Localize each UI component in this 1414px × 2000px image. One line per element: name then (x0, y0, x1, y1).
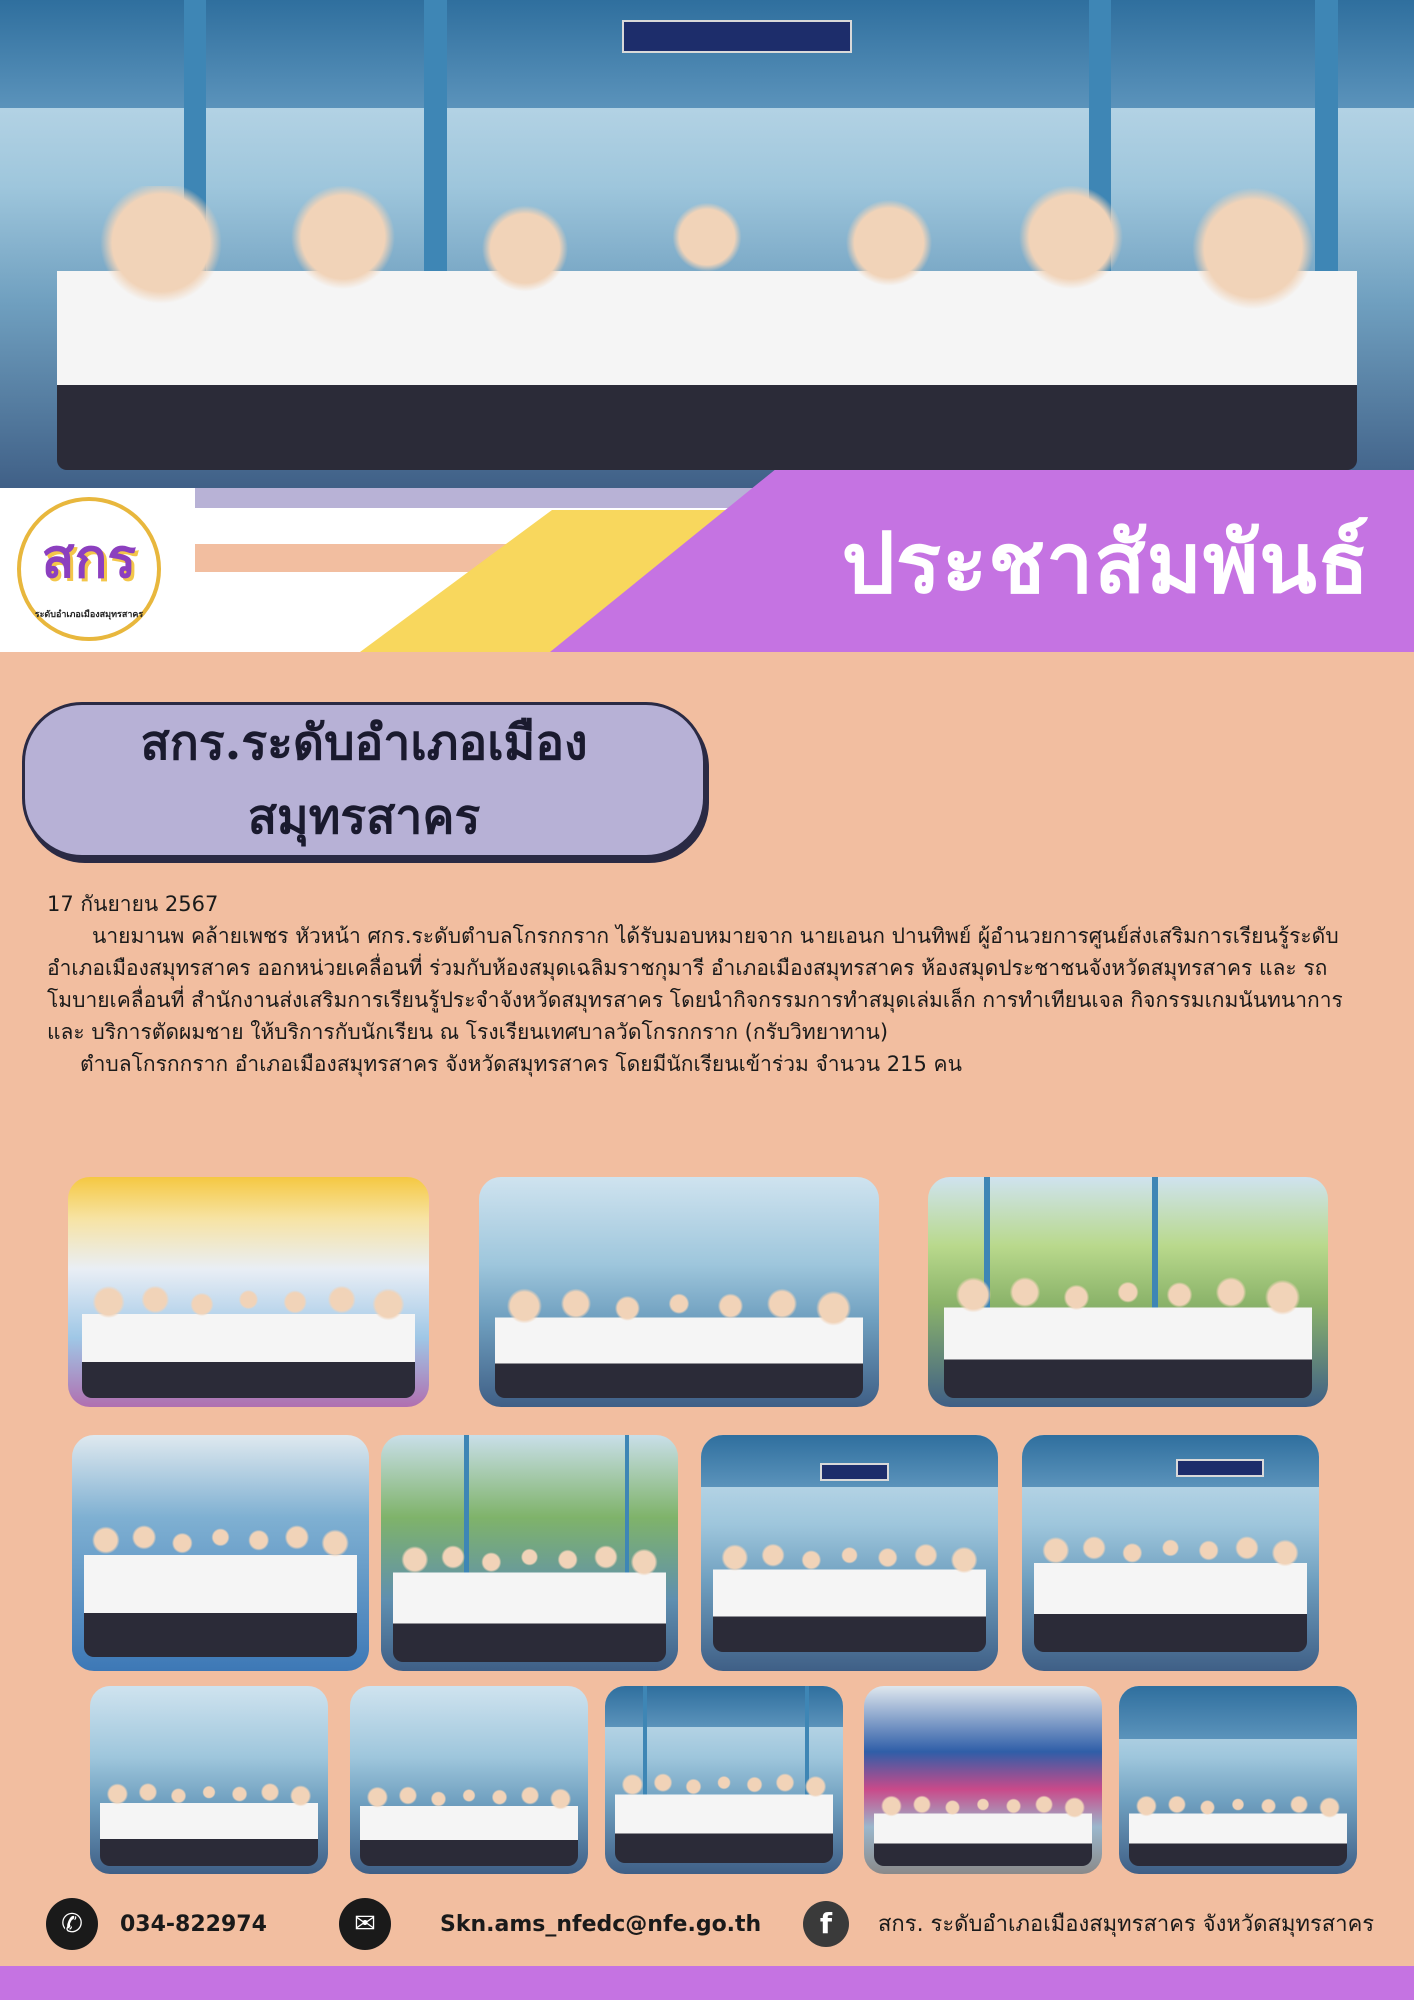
hero-group-photo (0, 0, 1414, 490)
article-date: 17 กันยายน 2567 (47, 892, 219, 916)
event-photo (68, 1177, 429, 1407)
phone-icon: ✆ (46, 1898, 98, 1950)
event-photo (90, 1686, 328, 1874)
event-photo (701, 1435, 998, 1671)
footer-email: Skn.ams_nfedc@nfe.go.th (440, 1912, 762, 1937)
banner-title: ประชาสัมพันธ์ (841, 514, 1370, 612)
title-line-1: สกร.ระดับอำเภอเมือง (140, 715, 588, 771)
logo-caption: ระดับอำเภอเมืองสมุทรสาคร (34, 610, 144, 620)
event-photo (605, 1686, 843, 1874)
event-photo (864, 1686, 1102, 1874)
banner-lavender-stripe (195, 488, 755, 508)
logo-mark: สกร (41, 526, 137, 590)
event-photo (1022, 1435, 1319, 1671)
event-photo (479, 1177, 879, 1407)
event-photo (350, 1686, 588, 1874)
footer-phone: 034-822974 (120, 1912, 267, 1937)
footer-bar (0, 1966, 1414, 2000)
article-paragraph-2: ตำบลโกรกกราก อำเภอเมืองสมุทรสาคร จังหวัดสมุทรสาคร โดยมีนักเรียนเข้าร่วม จำนวน 215 คน (80, 1052, 962, 1076)
footer-facebook: สกร. ระดับอำเภอเมืองสมุทรสาคร จังหวัดสมุทรสาคร (878, 1912, 1375, 1937)
organization-logo (17, 497, 161, 641)
envelope-icon: ✉ (339, 1898, 391, 1950)
facebook-icon: f (803, 1901, 849, 1947)
article-paragraph-1: นายมานพ คล้ายเพชร หัวหน้า ศกร.ระดับตำบลโกรกกราก ได้รับมอบหมายจาก นายเอนก ปานทิพย์ ผู้อำนวยการศูนย์ส่งเสริมการเรียนรู้ระดับอำเภอเมืองสมุทรสาคร ออกหน่วยเคลื่อนที่ ร่วมกับห้องสมุดเฉลิมราชกุมารี อำเภอเมืองสมุทรสาคร ห้องสมุดประชาชนจังหวัดสมุทรสาคร และ รถโมบายเคลื่อนที่ สำนักงานส่งเสริมการเรียนรู้ประจำจังหวัดสมุทรสาคร โดยนำกิจกรรมการทำสมุดเล่มเล็ก การทำเทียนเจล กิจกรรมเกมนันทนาการ และ บริการตัดผมชาย ให้บริการกับนักเรียน ณ โรงเรียนเทศบาลวัดโกรกกราก (กรับวิทยาทาน) (47, 924, 1343, 1044)
article-body (47, 888, 1367, 1080)
event-photo (1119, 1686, 1357, 1874)
page-title (22, 702, 706, 858)
event-photo (72, 1435, 369, 1671)
title-line-2: สมุทรสาคร (247, 789, 481, 845)
event-photo (381, 1435, 678, 1671)
event-photo (928, 1177, 1328, 1407)
